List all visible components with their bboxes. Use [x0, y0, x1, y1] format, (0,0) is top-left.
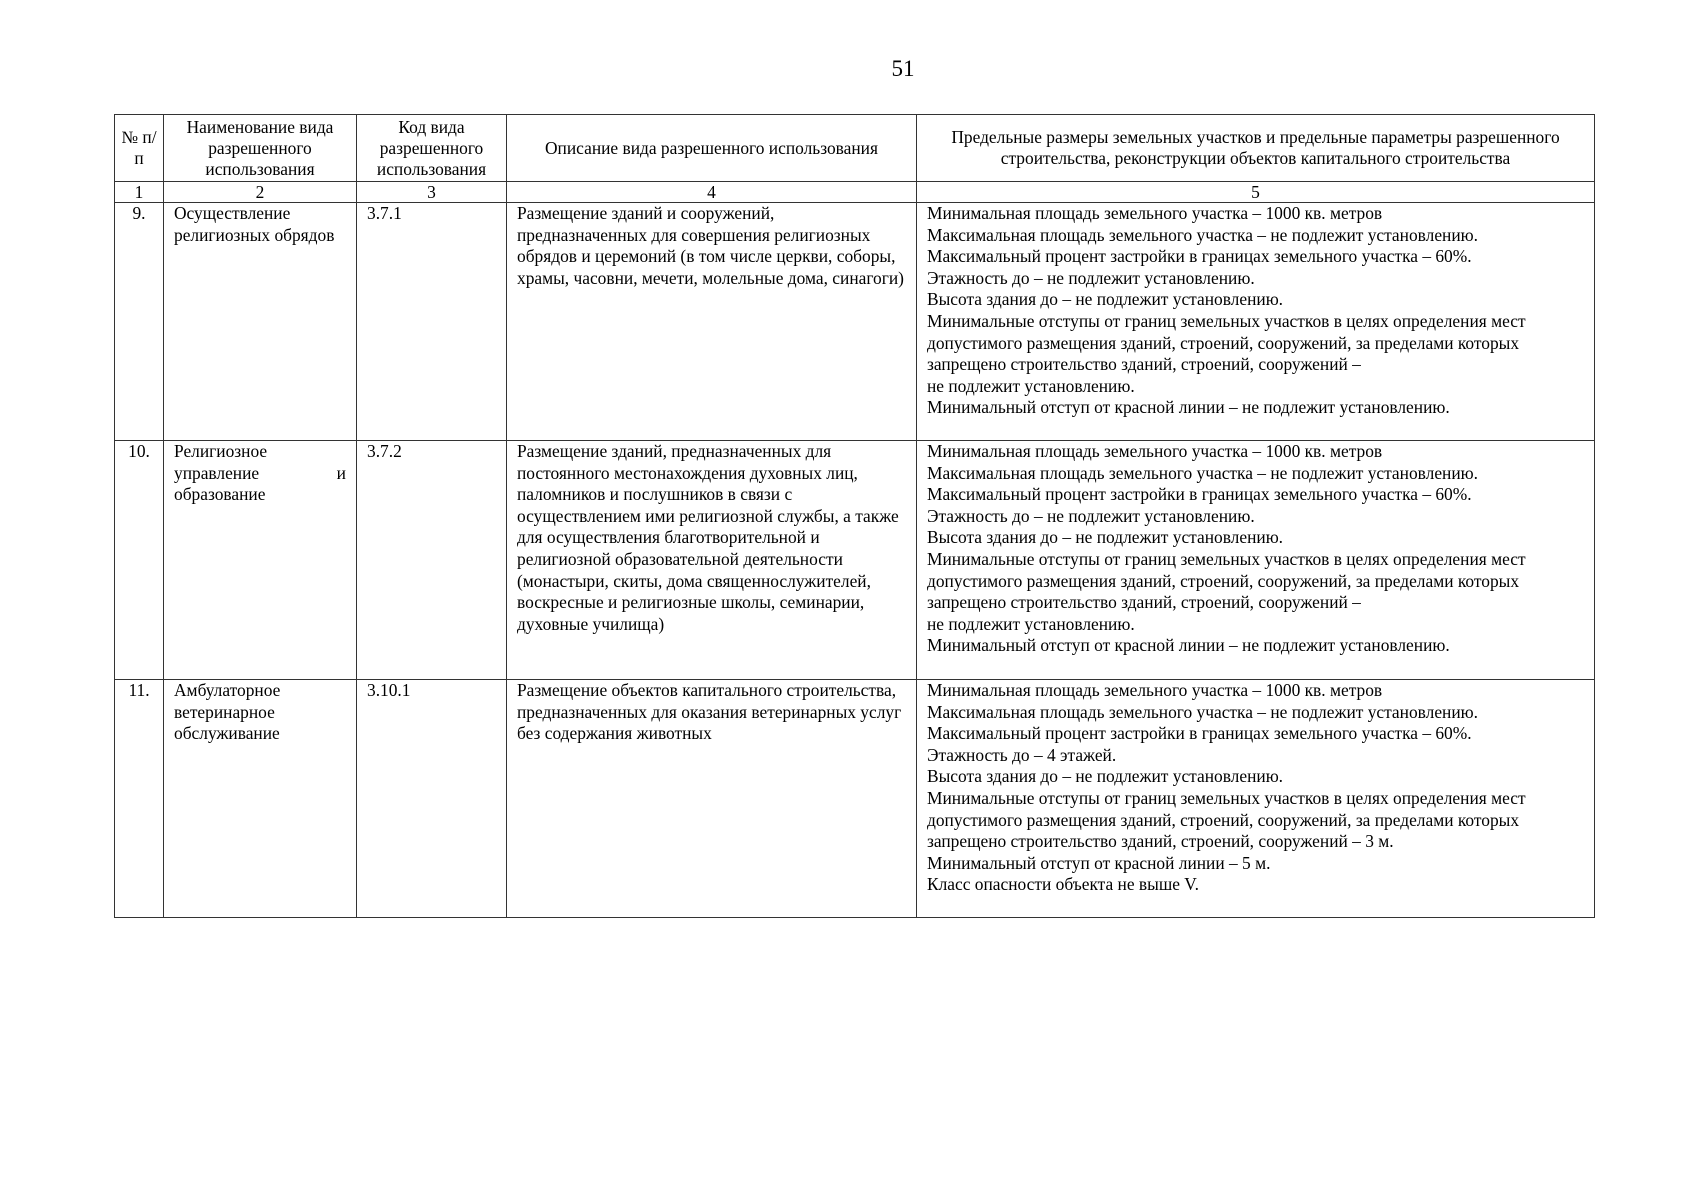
header-use-description: Описание вида разрешенного использования	[507, 115, 917, 182]
header-number: № п/п	[115, 115, 164, 182]
use-parameters: Минимальная площадь земельного участка – 1000 кв. метров Максимальная площадь земельного участка – не подлежит установлению. Максимальный процент застройки в границах земельного участка – 60%. Этажность до – не подлежит установлению. Высота здания до – не подлежит установлению. Минимальные отступы от границ земельных участков в целях определения мест допустимого размещения зданий, строений, сооружений, за пределами которых запрещено строительство зданий, строений, сооружений – не подлежит установлению. Минимальный отступ от красной линии – не подлежит установлению.	[917, 203, 1595, 441]
header-use-name: Наименование вида разрешенного использования	[164, 115, 357, 182]
use-code: 3.10.1	[357, 680, 507, 918]
table-row	[115, 203, 1595, 441]
page-number: 51	[891, 56, 915, 81]
use-parameters: Минимальная площадь земельного участка – 1000 кв. метров Максимальная площадь земельного участка – не подлежит установлению. Максимальный процент застройки в границах земельного участка – 60%. Этажность до – 4 этажей. Высота здания до – не подлежит установлению. Минимальные отступы от границ земельных участков в целях определения мест допустимого размещения зданий, строений, сооружений, за пределами которых запрещено строительство зданий, строений, сооружений – 3 м. Минимальный отступ от красной линии – 5 м. Класс опасности объекта не выше V.	[917, 680, 1595, 918]
column-number: 4	[507, 182, 917, 203]
column-number: 2	[164, 182, 357, 203]
use-code: 3.7.2	[357, 441, 507, 680]
use-description: Размещение объектов капитального строительства, предназначенных для оказания ветеринарных услуг без содержания животных	[507, 680, 917, 918]
use-description: Размещение зданий и сооружений, предназначенных для совершения религиозных обрядов и церемоний (в том числе церкви, соборы, храмы, часовни, мечети, молельные дома, синагоги)	[507, 203, 917, 441]
table-header-row	[115, 115, 1595, 182]
column-number: 1	[115, 182, 164, 203]
column-number: 3	[357, 182, 507, 203]
row-number: 10.	[115, 441, 164, 680]
column-number-row	[115, 182, 1595, 203]
row-number: 9.	[115, 203, 164, 441]
column-number: 5	[917, 182, 1595, 203]
row-number: 11.	[115, 680, 164, 918]
use-name: Осуществление религиозных обрядов	[164, 203, 357, 441]
use-parameters: Минимальная площадь земельного участка – 1000 кв. метров Максимальная площадь земельного участка – не подлежит установлению. Максимальный процент застройки в границах земельного участка – 60%. Этажность до – не подлежит установлению. Высота здания до – не подлежит установлению. Минимальные отступы от границ земельных участков в целях определения мест допустимого размещения зданий, строений, сооружений, за пределами которых запрещено строительство зданий, строений, сооружений – не подлежит установлению. Минимальный отступ от красной линии – не подлежит установлению.	[917, 441, 1595, 680]
table-row	[115, 680, 1595, 918]
use-name: Религиозное управление и образование	[164, 441, 357, 680]
table-row	[115, 441, 1595, 680]
header-parameters: Предельные размеры земельных участков и предельные параметры разрешенного строительства, реконструкции объектов капитального строительства	[917, 115, 1595, 182]
land-use-table	[114, 114, 1595, 918]
use-name: Амбулаторное ветеринарное обслуживание	[164, 680, 357, 918]
use-code: 3.7.1	[357, 203, 507, 441]
header-use-code: Код вида разрешенного использования	[357, 115, 507, 182]
use-description: Размещение зданий, предназначенных для постоянного местонахождения духовных лиц, паломников и послушников в связи с осуществлением ими религиозной службы, а также для осуществления благотворительной и религиозной образовательной деятельности (монастыри, скиты, дома священнослужителей, воскресные и религиозные школы, семинарии, духовные училища)	[507, 441, 917, 680]
